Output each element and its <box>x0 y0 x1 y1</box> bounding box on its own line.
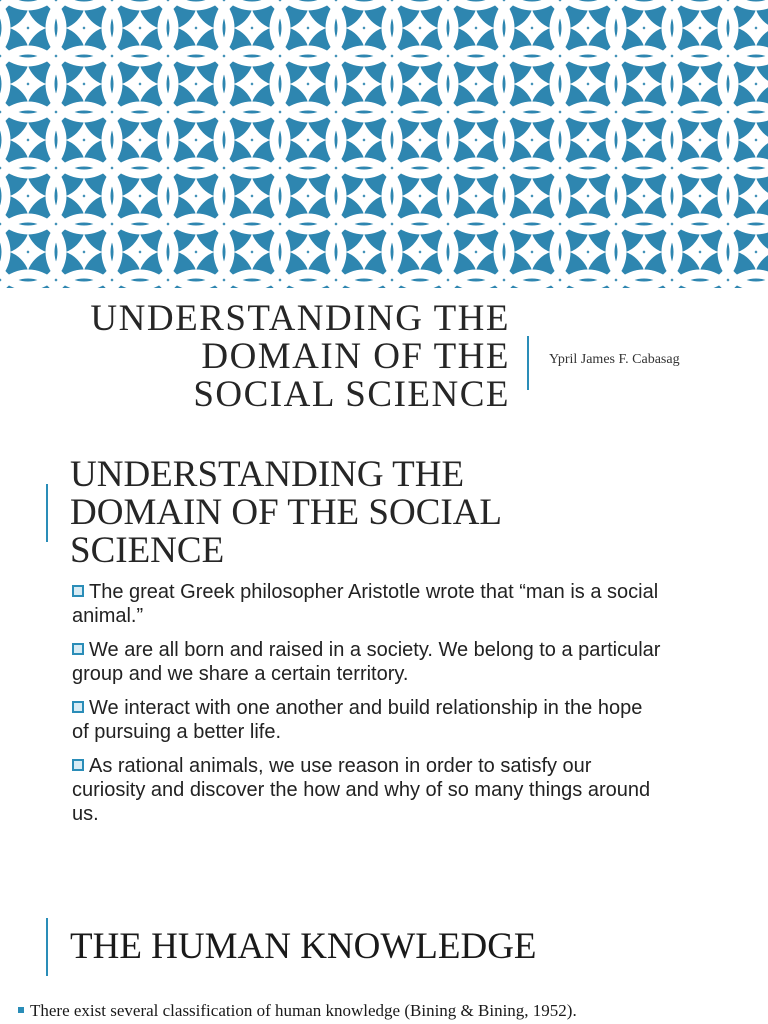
title-divider <box>527 336 529 390</box>
checkbox-square-icon <box>72 759 84 771</box>
bullet-text: As rational animals, we use reason in order to satisfy our <box>89 755 592 777</box>
bullet-text: The great Greek philosopher Aristotle wrote that “man is a social <box>89 581 659 603</box>
bullet-item <box>72 580 658 628</box>
bullet-text: We interact with one another and build relationship in the hope <box>89 697 643 719</box>
bullet-item <box>72 696 642 744</box>
bullet-text: animal.” <box>72 605 144 627</box>
heading-line: SCIENCE <box>70 530 225 571</box>
checkbox-square-icon <box>72 701 84 713</box>
bullet-item <box>72 638 660 686</box>
slide3-bullet <box>18 1000 577 1022</box>
bullet-text: us. <box>72 803 99 825</box>
bullet-text: group and we share a certain territory. <box>72 663 409 685</box>
checkbox-square-icon <box>72 585 84 597</box>
bullet-item <box>72 754 650 826</box>
checkbox-square-icon <box>72 643 84 655</box>
bullet-text: of pursuing a better life. <box>72 721 282 743</box>
bullet-text: There exist several classification of human knowledge (Bining & Bining, 1952). <box>30 1001 577 1020</box>
bullet-text: curiosity and discover the how and why of so many things around <box>72 779 651 801</box>
square-bullet-icon <box>18 1007 24 1013</box>
interlocking-circles-pattern <box>0 0 768 288</box>
accent-bar <box>46 918 48 976</box>
heading-line: UNDERSTANDING THE <box>70 454 465 495</box>
slide3-heading: THE HUMAN KNOWLEDGE <box>70 926 537 967</box>
slide2-heading <box>70 456 670 570</box>
bullet-text: We are all born and raised in a society. We belong to a particular <box>89 639 661 661</box>
author-name: Ypril James F. Cabasag <box>549 352 680 367</box>
title-line: SOCIAL SCIENCE <box>193 374 510 415</box>
heading-line: DOMAIN OF THE SOCIAL <box>70 492 503 533</box>
accent-bar <box>46 484 48 542</box>
pattern-banner <box>0 0 768 288</box>
slide1-title <box>40 300 510 414</box>
title-line: UNDERSTANDING THE <box>90 298 510 339</box>
title-line: DOMAIN OF THE <box>201 336 510 377</box>
